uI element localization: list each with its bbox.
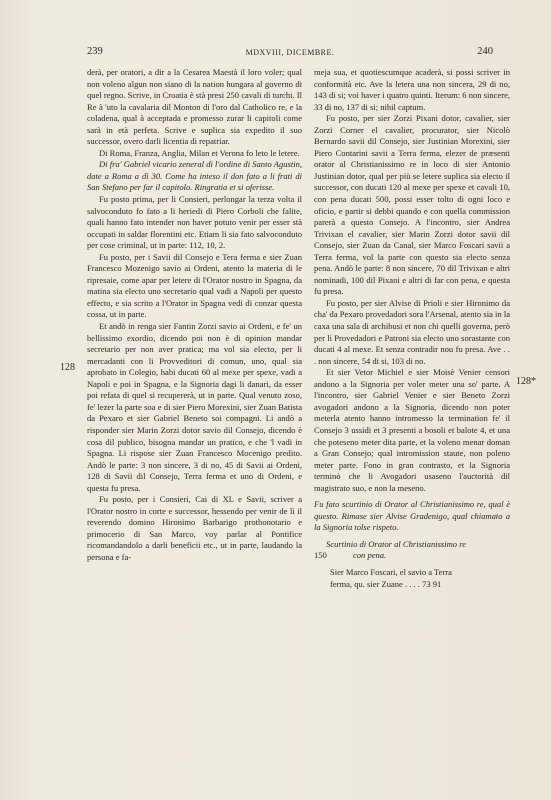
paragraph: Fu posto, per i Consieri, Cai di XL e Savii, scriver a l'Orator nostro in corte e successor, hessendo per venir de lì il reverendo domino Hironimo Barbarigo prothonotario e primocerio di San Marco, voy parlar al Pontifice ricomandandolo a darli beneficii etc., ut in parte, laudando la persona e fa- bbox=[87, 494, 302, 562]
page-header bbox=[87, 46, 493, 60]
scrutiny-number-line bbox=[314, 550, 510, 562]
paragraph: derà, per oratori, a dir a la Cesarea Maestà il loro voler; qual non voleno algun non siano di la nation hungara al governo di quel regno. Scrive, in Croatia è stà presi 250 cavali di turchi. Il Re à 'uto la cavalaria dil Monton di l'oro dal Catholico re, e la coladena, qual à acceptada e promesso zurar li capitoli come sarà in età perfeta. Scrive e suplica sia expedito il suo successor, overo darli licentia di repatriar. bbox=[87, 67, 302, 147]
paragraph: Et andò in renga sier Fantin Zorzi savio ai Ordeni, e fe' un bellissimo exordio, dicendo poi non è di opinion mandar secretario per non aver pratica; ma vol sia electo, per li mercadanti con li Provveditori di comun, uno, qual sia aprobato in Colegio, habi ducati 60 al mexe per spexe, vadi a Napoli e poi in Spagna, e la Signoria dagi li danari, da esser poi refata di quel si recupererà, ut in parte. Qual venuto zoso, fe' lezer la parte soa e di sier Piero Morexini, sier Zuan Batista da Pexaro et sier Gabriel Beneto soi compagni. Li andò a risponder sier Marin Zorzi dotor savio dil Consejo, dicendo è cosa dil publico, bisogna mandar un pratico, e che 'l vadi in Spagna. Li rispose sier Zuan Francesco Mocenigo predito. Andò le parte: 3 non sincere, 3 di no, 45 di Savii ai Ordeni, 128 di Savii dil Consejo, Terra ferma et uno di Ordeni, e questa fu presa. bbox=[87, 321, 302, 493]
margin-number-left: 128 bbox=[60, 362, 75, 373]
scrutiny-subtitle: con pena. bbox=[352, 550, 387, 561]
paragraph: Di fra' Gabriel vicario zeneral di l'ordine di Santo Agustin, date a Roma a dì 30. Come ha inteso il don fato a li frati di San Stefano per far il capitolo. Ringratia et si oferisse. bbox=[87, 159, 302, 193]
paragraph: Di Roma, Franza, Anglia, Milan et Verona fo leto le letere. bbox=[99, 147, 300, 158]
paragraph: meja sua, et quotiescumque acaderà, si possi scriver in conformità etc. Ave la letera una non sincera, 29 di no, 143 di si; voi haver i quatro quinti. Iterum: 6 non sincere, 33 di no, 137 di si; nihil captum. bbox=[314, 67, 510, 112]
running-head: MDXVIII, DICEMBRE. bbox=[245, 48, 335, 57]
page-number-right: 240 bbox=[477, 46, 493, 57]
right-column bbox=[314, 67, 510, 590]
paragraph: Fu posto, per i Savii dil Consejo e Tera ferma e sier Zuan Francesco Mozenigo savio ai Ordeni, atento la materia di le ripresaie, come apar per letere di l'Orator nostro in Spagna, da matina sia electo uno secretario qual vadi a Napoli per questo effecto, e sia scrito a l'Orator in Spagna vedi di conzar questa cossa, ut in parte. bbox=[87, 251, 302, 320]
paragraph: Et sier Vetor Michiel e sier Moisè Venier censori andono a la Signoria per voler meter una so' parte. A l'incontro, sier Gabriel Venier e sier Beneto Zorzi avogadori andono a la Signoria, dicendo non poter meterla atento hanno intromesso la termination fe' il Consejo 3 ussidi et 3 presenti a bosoli et balote 4, et una che poteseno meter dita parte, et la voleno menar doman a Gran Consejo; qual intromission staute, non poleno meter parte. Fono in gran contrasto, et la Signoria terminò che li Avogadori usaseno l'auctorità dil magistrato suo, e non la meseno. bbox=[314, 367, 510, 493]
left-column bbox=[87, 67, 302, 564]
scrutiny-entry: Sier Marco Foscari, el savio a Terra bbox=[330, 566, 452, 577]
italic-note: Fu fato scurtinio di Orator al Christianissimo re, qual è questo. Rimase sier Alvise Gradenigo, qual chiamato a la Signoria tolse rispeto. bbox=[314, 499, 510, 533]
page-number-left: 239 bbox=[87, 46, 103, 57]
scrutiny-entry-cont: ferma, qu. sier Zuane . . . . 73 91 bbox=[330, 578, 442, 589]
paragraph: Fu posto, per sier Zorzi Pixani dotor, cavalier, sier Zorzi Corner el cavalier, procurator, sier Nicolò Bernardo savii dil Consejo, sier Justinian Morexini, sier Piero Contarini savii a Terra ferma, elezer de præsenti orator al Christianissimo re in loco di sier Antonio Justinian dotor, qual per più se letere suplica sia electo il successor, con ducati 120 al mexe per spexe et cavali 10, con pena ducati 500, possi esser tolto di ogni loco e oficio, e partir si debbi quando e con quella commission parerà a questo Consejo. A l'incontro, sier Andrea Trivixan el cavalier, sier Marin Zorzi dotor savii dil Consejo, sier Zuan da Canal, sier Marco Foscari savii a Terra ferma, vol la parte con questo sia electo senza pena. Andò le parte: 8 non sincere, 70 dil Trivixan e altri nominadi, 100 dil Pixani e altri di far con pena, e questa fu presa. bbox=[314, 113, 510, 297]
paragraph: Fu posto, per sier Alvise di Prioli e sier Hironimo da cha' da Pexaro provedadori sora l'Arsenal, atento sia in la caxa una sala di archibusi et non chi quelli governa, però per li Provedadori e Patroni sia electo uno sorastante con ducati 4 al mexe. Et senza contradir nou fu presa. Ave . . . non sincere, 54 di si, 103 di no. bbox=[314, 297, 510, 366]
scrutiny-title: Scurtinio di Orator al Christianissimo re bbox=[326, 538, 467, 549]
scrutiny-number: 150 bbox=[314, 550, 327, 561]
paragraph: Fu posto prima, per li Consieri, perlongar la terza volta il salvoconduto fo fato a li heriedi di Piero Corboli che falite, quali hanno fato intender non haver potuto venir per esser stà occupati in saldar florentini etc. Etiam li sia fato salvoconduto per cose criminal, ut in parte: 112, 10, 2. bbox=[87, 194, 302, 251]
margin-number-right: 128* bbox=[516, 376, 536, 387]
